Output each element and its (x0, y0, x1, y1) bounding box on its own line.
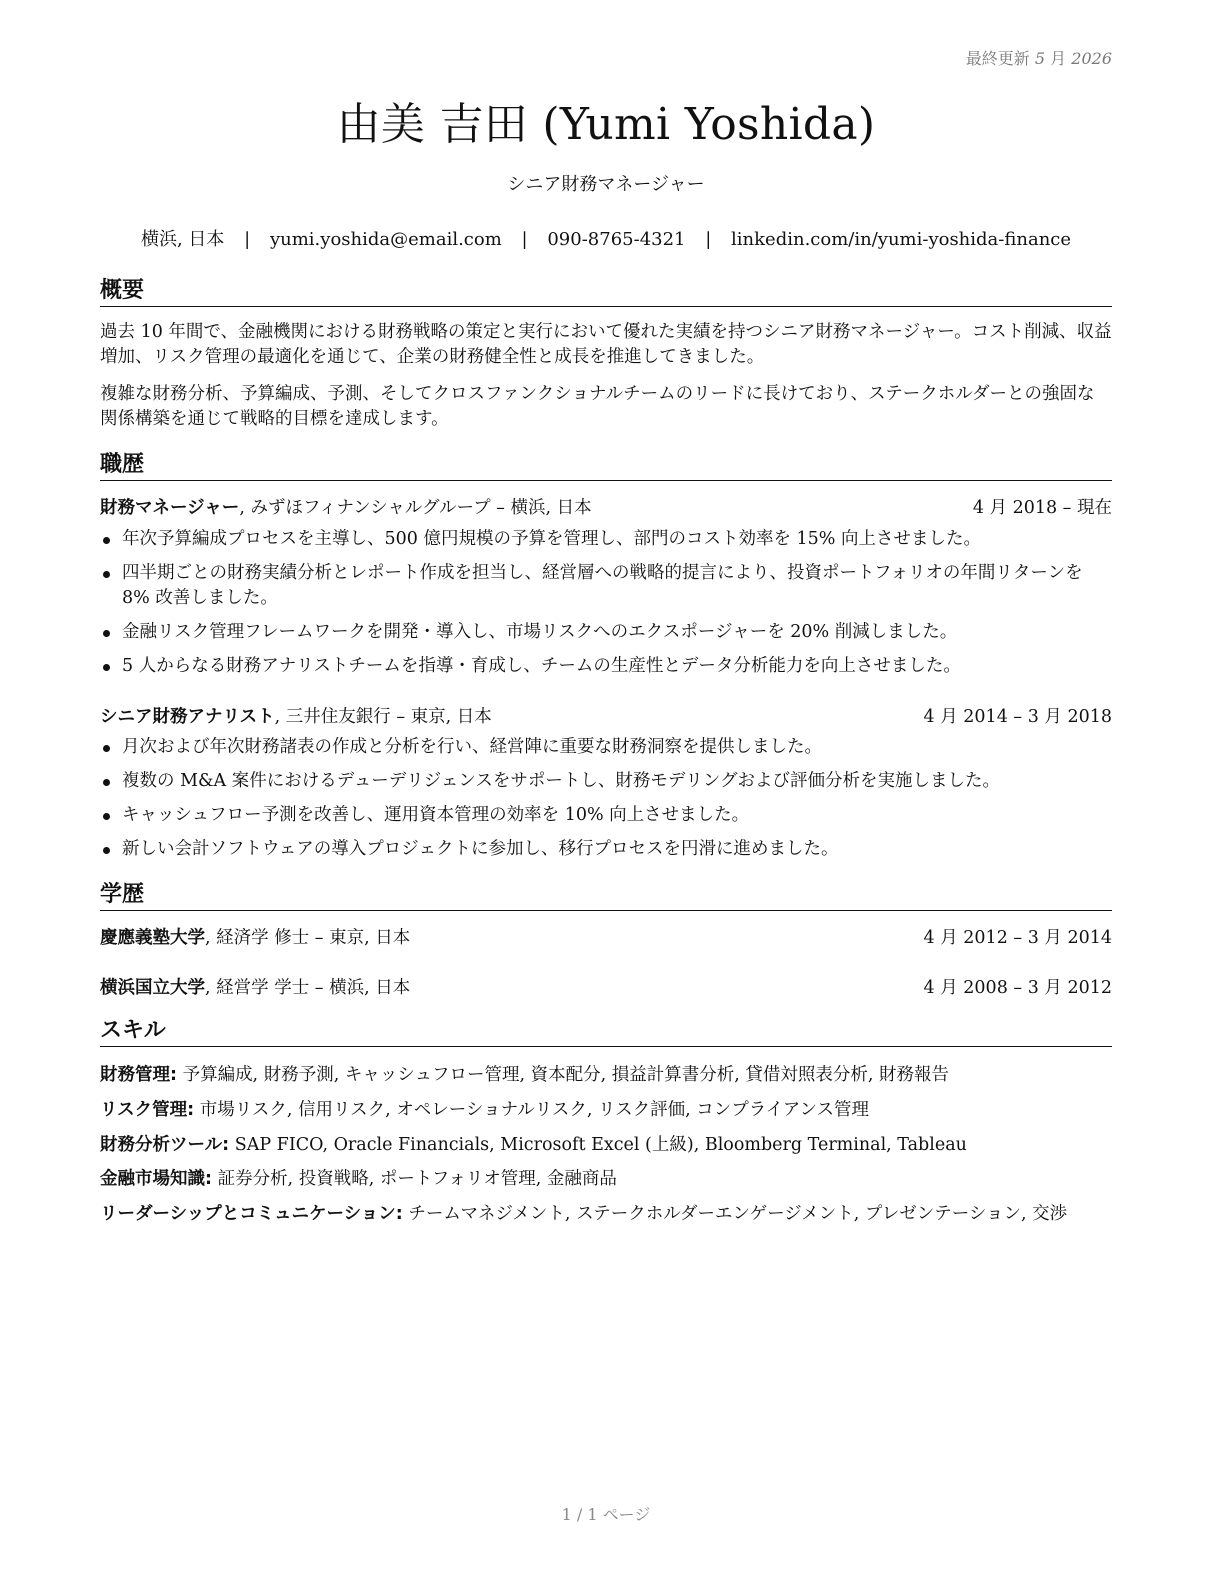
page-number: 1 / 1 ページ (561, 1505, 651, 1524)
job-header (100, 704, 1112, 730)
job-org: , 三井住友銀行 – 東京, 日本 (274, 707, 492, 727)
section-title-education: 学歴 (100, 882, 1112, 911)
skill-label: リーダーシップとコミュニケーション: (100, 1204, 403, 1224)
contact-separator: | (521, 229, 528, 250)
job-bullets (100, 527, 1112, 688)
contact-separator: | (705, 229, 712, 250)
education-item (100, 975, 1112, 1001)
list-item: 四半期ごとの財務実績分析とレポート作成を担当し、経営層への戦略的提言により、投資ポートフォリオの年間リターンを 8% 改善しました。 (100, 561, 1112, 611)
job-date: 4 月 2014 – 3 月 2018 (923, 707, 1112, 727)
contact-phone[interactable]: 090-8765-4321 (547, 229, 686, 250)
section-title-experience: 職歴 (100, 452, 1112, 481)
skill-row (100, 1062, 1112, 1088)
job-org: , みずほフィナンシャルグループ – 横浜, 日本 (239, 498, 592, 518)
list-item: 月次および年次財務諸表の作成と分析を行い、経営陣に重要な財務洞察を提供しました。 (100, 735, 1112, 760)
summary-paragraph: 過去 10 年間で、金融機関における財務戦略の策定と実行において優れた実績を持つシニア財務マネージャー。コスト削減、収益増加、リスク管理の最適化を通じて、企業の財務健全性と成長を推進してきました。 (100, 322, 1112, 367)
skill-row (100, 1166, 1112, 1192)
list-item: 年次予算編成プロセスを主導し、500 億円規模の予算を管理し、部門のコスト効率を 15% 向上させました。 (100, 527, 1112, 552)
list-item: 5 人からなる財務アナリストチームを指導・育成し、チームの生産性とデータ分析能力を向上させました。 (100, 654, 1112, 679)
contact-separator: | (244, 229, 251, 250)
skill-row (100, 1097, 1112, 1123)
candidate-title: シニア財務マネージャー (507, 174, 705, 195)
resume-page (100, 0, 1112, 1584)
job-bullets (100, 735, 1112, 871)
skill-value: 証券分析, 投資戦略, ポートフォリオ管理, 金融商品 (212, 1169, 617, 1189)
job-date: 4 月 2018 – 現在 (972, 498, 1112, 518)
skill-row (100, 1201, 1112, 1227)
skill-label: 財務分析ツール: (100, 1135, 230, 1155)
contact-location: 横浜, 日本 (140, 229, 225, 250)
section-title-summary: 概要 (100, 278, 1112, 307)
skill-value: SAP FICO, Oracle Financials, Microsoft Excel (上級), Bloomberg Terminal, Tableau (229, 1135, 967, 1155)
list-item: 新しい会計ソフトウェアの導入プロジェクトに参加し、移行プロセスを円滑に進めました。 (100, 837, 1112, 862)
skill-label: 財務管理: (100, 1065, 177, 1085)
job-header (100, 495, 1112, 521)
skill-value: 予算編成, 財務予測, キャッシュフロー管理, 資本配分, 損益計算書分析, 貸借対照表分析, 財務報告 (177, 1065, 949, 1085)
contact-line (100, 225, 1112, 251)
contact-linkedin[interactable]: linkedin.com/in/yumi-yoshida-finance (731, 229, 1072, 250)
education-date: 4 月 2012 – 3 月 2014 (923, 928, 1112, 948)
contact-email[interactable]: yumi.yoshida@email.com (269, 229, 502, 250)
list-item: 複数の M&A 案件におけるデューデリジェンスをサポートし、財務モデリングおよび評価分析を実施しました。 (100, 769, 1112, 794)
education-date: 4 月 2008 – 3 月 2012 (923, 978, 1112, 998)
job-role: シニア財務アナリスト (100, 707, 275, 727)
school-name: 慶應義塾大学 (100, 928, 205, 948)
summary-paragraph: 複雑な財務分析、予算編成、予測、そしてクロスファンクショナルチームのリードに長けており、ステークホルダーとの強固な関係構築を通じて戦略的目標を達成します。 (100, 384, 1095, 429)
skill-row (100, 1132, 1112, 1158)
list-item: 金融リスク管理フレームワークを開発・導入し、市場リスクへのエクスポージャーを 20% 削減しました。 (100, 620, 1112, 645)
skill-value: 市場リスク, 信用リスク, オペレーショナルリスク, リスク評価, コンプライアンス管理 (194, 1100, 869, 1120)
last-updated: 最終更新 5 月 2026 (965, 49, 1112, 68)
skill-value: チームマネジメント, ステークホルダーエンゲージメント, プレゼンテーション, 交渉 (402, 1204, 1068, 1224)
degree-detail: , 経営学 学士 – 横浜, 日本 (205, 978, 411, 998)
candidate-name: 由美 吉田 (Yumi Yoshida) (336, 99, 876, 150)
education-item (100, 925, 1112, 951)
section-title-skills: スキル (100, 1018, 1112, 1047)
skill-label: 金融市場知識: (100, 1169, 212, 1189)
skill-label: リスク管理: (100, 1100, 195, 1120)
job-role: 財務マネージャー (100, 498, 240, 518)
degree-detail: , 経済学 修士 – 東京, 日本 (205, 928, 411, 948)
school-name: 横浜国立大学 (100, 978, 205, 998)
list-item: キャッシュフロー予測を改善し、運用資本管理の効率を 10% 向上させました。 (100, 803, 1112, 828)
